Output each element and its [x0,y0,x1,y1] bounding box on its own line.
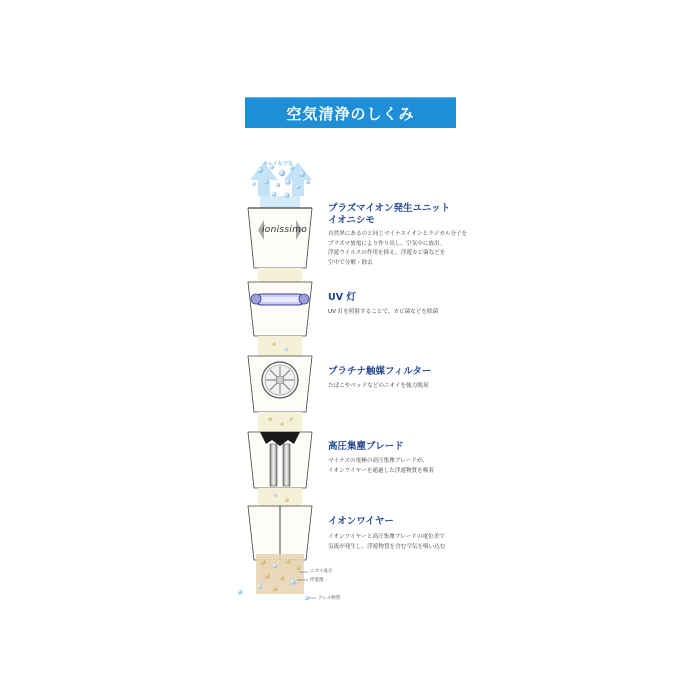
desc-line: 気流が発生し、浮遊物質を含む空気を吸い込む [328,543,446,550]
logo-ionissimo: ionissimo [262,225,308,235]
section-blade-desc [328,457,434,476]
section-blade-heading: 高圧集塵ブレード [328,441,404,452]
section-filter-heading: プラチナ触媒フィルター [328,366,432,377]
section-wire-heading: イオンワイヤー [328,516,394,527]
desc-line: マイナスの電極の高圧集塵ブレードが、 [328,458,429,464]
desc-line: 空中で分解・除去 [328,259,373,266]
label-allergen: アレル物質 [318,596,341,601]
air-purifier-diagram [230,140,333,610]
dust-blade-unit [248,432,312,506]
section-heading-line2: イオニシモ [328,215,375,226]
clean-air-arrows [250,162,312,206]
label-odor: ニオイ成分 [310,569,333,574]
section-wire-desc [328,533,445,552]
top-clean-air-label: キレイな空気 [263,161,293,167]
platinum-filter-unit [248,356,312,432]
desc-line: 浮遊ウイルスの作用を抑え、浮遊カビ菌などを [328,250,446,256]
section-ionissimo-desc [328,230,467,268]
desc-line: イオンワイヤーと高圧集塵ブレードの電位差で [328,534,445,540]
uv-lamp-unit [248,282,312,356]
page-title: 空気清浄のしくみ [245,97,456,128]
section-ionissimo-heading [328,203,450,227]
desc-line: 自然界にあるのと同じマイナスイオンとラジカル分子を [328,231,468,237]
label-dust: 浮遊菌 [310,578,324,583]
section-filter-desc: たばこやペッドなどのニオイを強力脱臭 [328,383,429,389]
section-heading-line1: プラズマイオン発生ユニット [328,203,451,214]
ionissimo-unit [248,208,312,282]
desc-line: プラズマ放電により作り出し、空気中に放出。 [328,240,446,247]
polluted-air-inflow [238,554,316,600]
desc-line: イオンワイヤーを通過した浮遊物質を吸着 [328,467,434,474]
section-uv-heading: UV 灯 [328,292,356,303]
section-uv-desc: UV 灯を照射することで、カビ菌などを除菌 [328,309,439,315]
